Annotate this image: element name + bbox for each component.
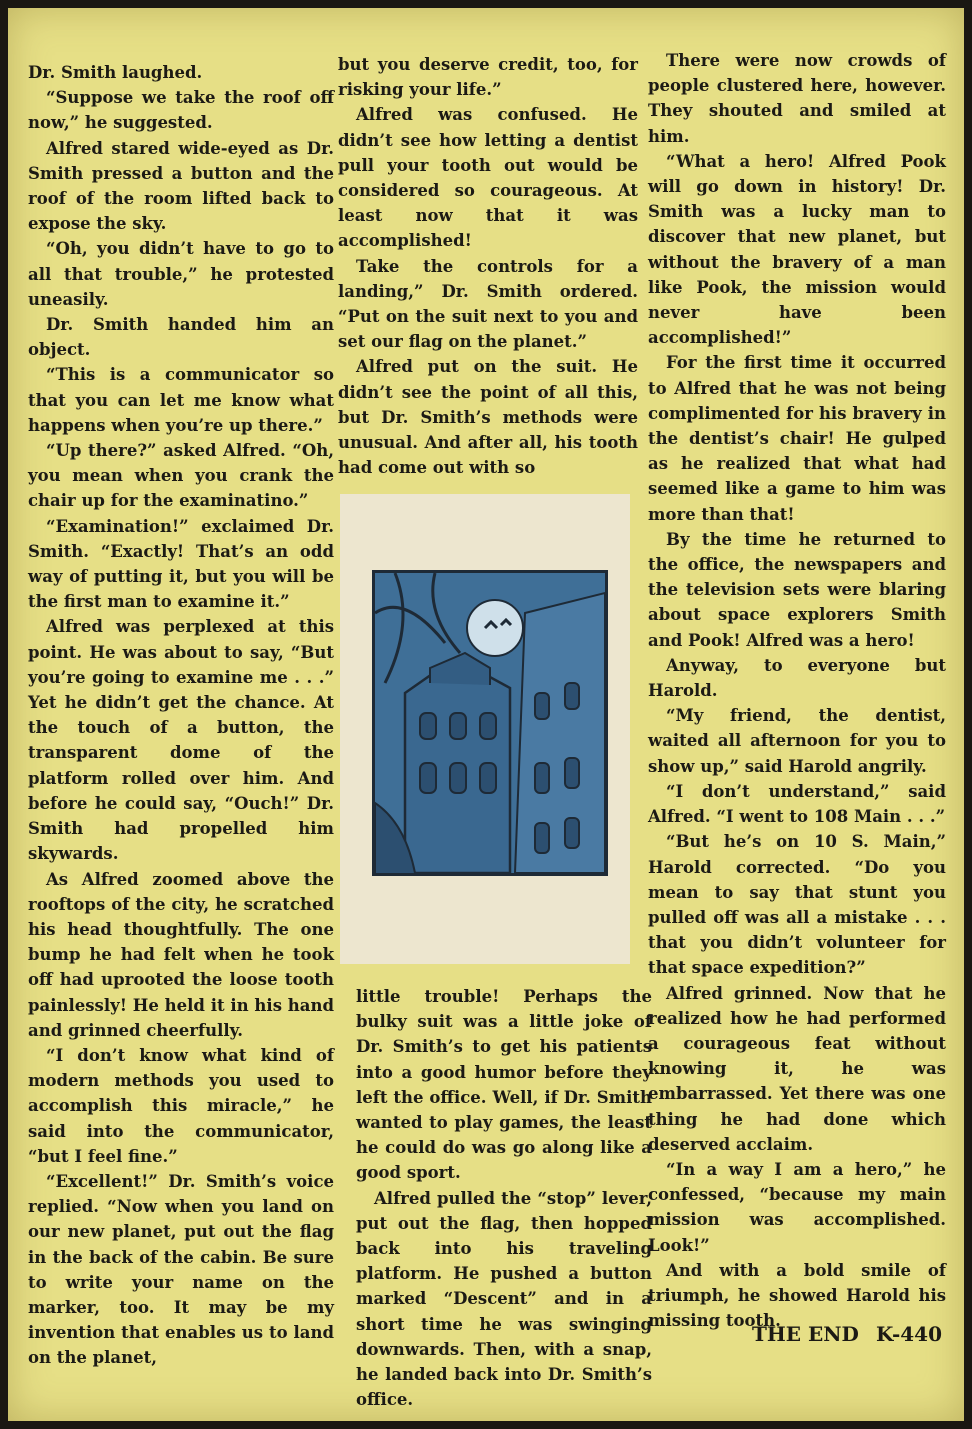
text-column-2-top	[338, 52, 638, 480]
paragraph: And with a bold smile of triumph, he showed Harold his missing tooth.	[648, 1260, 946, 1331]
paragraph: Alfred pulled the “stop” lever, put out the flag, then hopped back into his traveling platform. He pushed a button marked “Descent” and in a short time he was swinging downwards. Then, with a snap, he landed back into Dr. Smith’s office.	[356, 1188, 652, 1410]
paragraph: little trouble! Perhaps the bulky suit was a little joke of Dr. Smith’s to get his patients into a good humor before they left the office. Well, if Dr. Smith wanted to play games, the least he could do was go along like a good sport.	[356, 987, 652, 1183]
paragraph: For the first time it occurred to Alfred that he was not being complimented for his bravery in the dentist’s chair! He gulped as he realized that what had seemed like a game to him was more than that!	[648, 353, 946, 524]
right-wing	[515, 593, 605, 873]
paragraph: As Alfred zoomed above the rooftops of the city, he scratched his head thoughtfully. The one bump he had felt when he took off had uprooted the loose tooth painlessly! He held it in his hand and grinned cheerfully.	[28, 869, 334, 1040]
house-drawing	[375, 573, 605, 873]
paragraph: “What a hero! Alfred Pook will go down in history! Dr. Smith was a lucky man to discover that new planet, but without the bravery of a man like Pook, the mission would never have been accomplished!”	[648, 151, 946, 348]
text-column-1	[28, 60, 334, 1371]
paragraph: Anyway, to everyone but Harold.	[648, 655, 946, 701]
paragraph: “I don’t know what kind of modern methods you used to accomplish this miracle,” he said into the communicator, “but I feel fine.”	[28, 1045, 334, 1166]
paragraph: but you deserve credit, too, for risking your life.”	[338, 55, 638, 100]
paragraph: Take the controls for a landing,” Dr. Smith ordered. “Put on the suit next to you and set our flag on the planet.”	[338, 256, 638, 352]
paragraph: Dr. Smith laughed.	[28, 63, 203, 82]
paragraph: Alfred stared wide-eyed as Dr. Smith pressed a button and the roof of the room lifted back to expose the sky.	[28, 138, 334, 234]
haunted-house-illustration	[372, 570, 608, 876]
paragraph: “Suppose we take the roof off now,” he suggested.	[28, 88, 334, 133]
paragraph: “But he’s on 10 S. Main,” Harold corrected. “Do you mean to say that stunt you pulled off was all a mistake . . . that you didn’t volunteer for that space expedition?”	[648, 832, 946, 978]
text-column-2-bottom	[356, 984, 652, 1412]
story-code: K-440	[876, 1322, 942, 1346]
text-column-3	[648, 48, 946, 1333]
paragraph: There were now crowds of people clustered here, however. They shouted and smiled at him.	[648, 51, 946, 146]
paragraph: “In a way I am a hero,” he confessed, “because my main mission was accomplished. Look!”	[648, 1159, 946, 1255]
paragraph: “This is a communicator so that you can let me know what happens when you’re up there.”	[28, 365, 334, 435]
paragraph: “Up there?” asked Alfred. “Oh, you mean when you crank the chair up for the examinatino.”	[28, 441, 334, 511]
paragraph: Dr. Smith handed him an object.	[28, 315, 334, 360]
paragraph: “Examination!” exclaimed Dr. Smith. “Exactly! That’s an odd way of putting it, but you will be the first man to examine it.”	[28, 516, 334, 612]
paragraph: “Oh, you didn’t have to go to all that trouble,” he protested uneasily.	[28, 239, 334, 309]
paragraph: “My friend, the dentist, waited all afternoon for you to show up,” said Harold angrily.	[648, 706, 946, 776]
paragraph: By the time he returned to the office, the newspapers and the television sets were blaring about space explorers Smith and Pook! Alfred was a hero!	[648, 529, 946, 650]
paragraph: “I don’t understand,” said Alfred. “I went to 108 Main . . .”	[648, 781, 946, 827]
story-footer	[752, 1322, 942, 1346]
paragraph: Alfred was confused. He didn’t see how letting a dentist pull your tooth out would be considered so courageous. At least now that it was accomplished!	[338, 105, 638, 251]
the-end-label: THE END	[752, 1322, 859, 1346]
paragraph: “Excellent!” Dr. Smith’s voice replied. “Now when you land on our new planet, put out the flag in the back of the cabin. Be sure to write your name on the marker, too. It may be my invention that enables us to land on the planet,	[28, 1171, 334, 1368]
paragraph: Alfred put on the suit. He didn’t see the point of all this, but Dr. Smith’s methods were unusual. And after all, his tooth had come out with so	[338, 357, 638, 478]
paragraph: Alfred grinned. Now that he realized how he had performed a courageous feat without knowing it, he was embarrassed. Yet there was one thing he had done which deserved acclaim.	[648, 983, 946, 1154]
paragraph: Alfred was perplexed at this point. He was about to say, “But you’re going to examine me . . .” Yet he didn’t get the chance. At the touch of a button, the transparent dome of the platform rolled over him. And before he could say, “Ouch!” Dr. Smith had propelled him skywards.	[28, 617, 334, 864]
